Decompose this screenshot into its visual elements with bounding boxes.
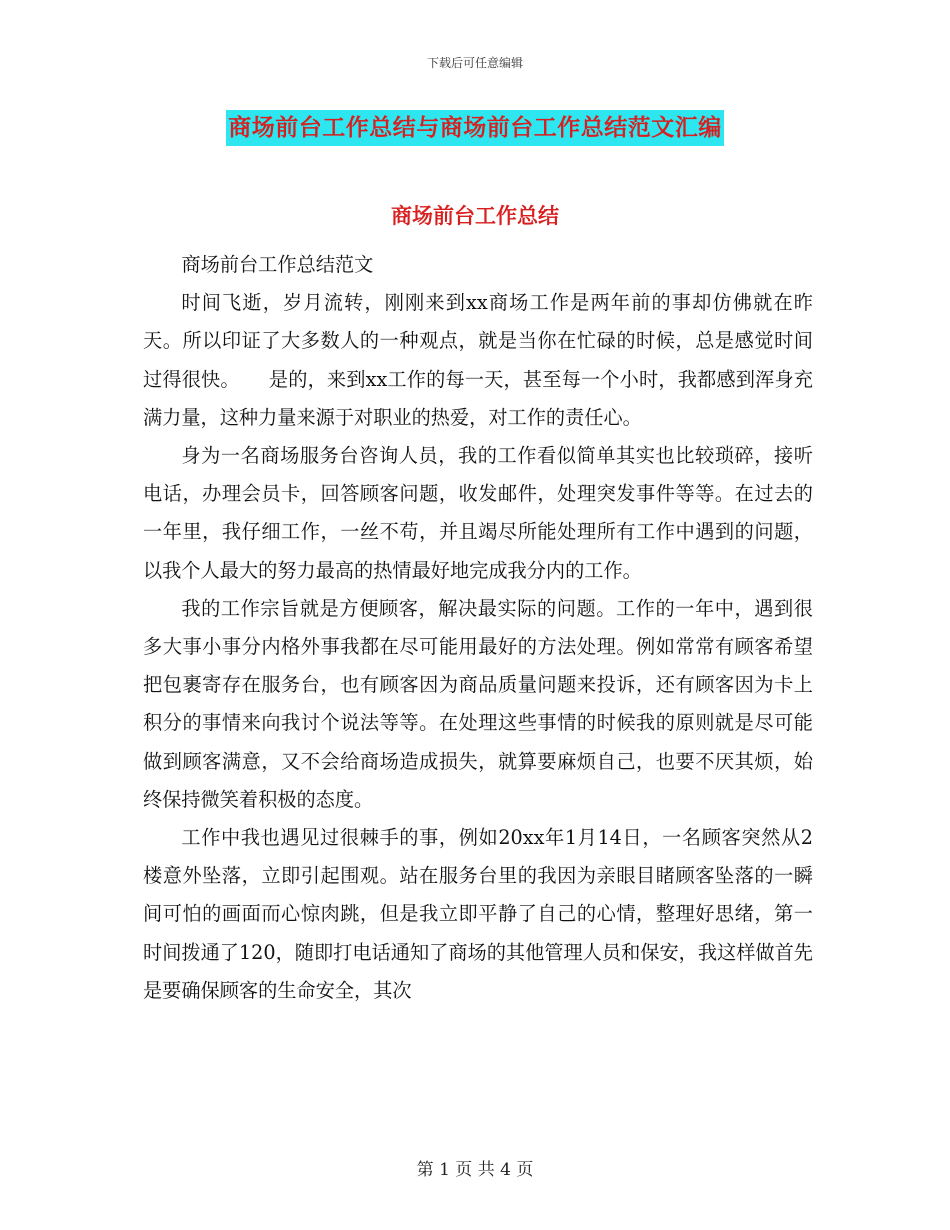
section-title: 商场前台工作总结 [391, 203, 559, 228]
document-title: 商场前台工作总结与商场前台工作总结范文汇编 [226, 110, 724, 146]
body-text [143, 246, 813, 1010]
paragraph: 我的工作宗旨就是方便顾客，解决最实际的问题。工作的一年中，遇到很多大事小事分内格外事我都在尽可能用最好的方法处理。例如常常有顾客希望把包裹寄存在服务台，也有顾客因为商品质量问题来投诉，还有顾客因为卡上积分的事情来向我讨个说法等等。在处理这些事情的时候我的原则就是尽可能做到顾客满意，又不会给商场造成损失，就算要麻烦自己，也要不厌其烦，始终保持微笑着积极的态度。 [143, 596, 813, 811]
paragraph-subtitle: 商场前台工作总结范文 [181, 253, 374, 276]
paragraph: 身为一名商场服务台咨询人员，我的工作看似简单其实也比较琐碎，接听电话，办理会员卡，回答顾客问题，收发邮件，处理突发事件等等。在过去的一年里，我仔细工作，一丝不苟，并且竭尽所能处理所有工作中遇到的问题，以我个人最大的努力最高的热情最好地完成我分内的工作。 [143, 444, 813, 582]
header-note: 下载后可任意编辑 [426, 56, 523, 70]
paragraph: 工作中我也遇见过很棘手的事，例如20xx年1月14日，一名顾客突然从2楼意外坠落，立即引起围观。站在服务台里的我因为亲眼目睹顾客坠落的一瞬间可怕的画面而心惊肉跳，但是我立即平静了自己的心情，整理好思绪，第一时间拨通了120，随即打电话通知了商场的其他管理人员和保安，我这样做首先是要确保顾客的生命安全，其次 [143, 826, 813, 1002]
document-title-container [0, 110, 950, 146]
page-number: 第 1 页 共 4 页 [416, 1160, 534, 1180]
paragraph: 时间飞逝，岁月流转，刚刚来到xx商场工作是两年前的事却仿佛就在昨天。所以印证了大多数人的一种观点，就是当你在忙碌的时候，总是感觉时间过得很快。 是的，来到xx工作的每一天，甚至每一个小时，我都感到浑身充满力量，这种力量来源于对职业的热爱，对工作的责任心。 [143, 291, 813, 429]
